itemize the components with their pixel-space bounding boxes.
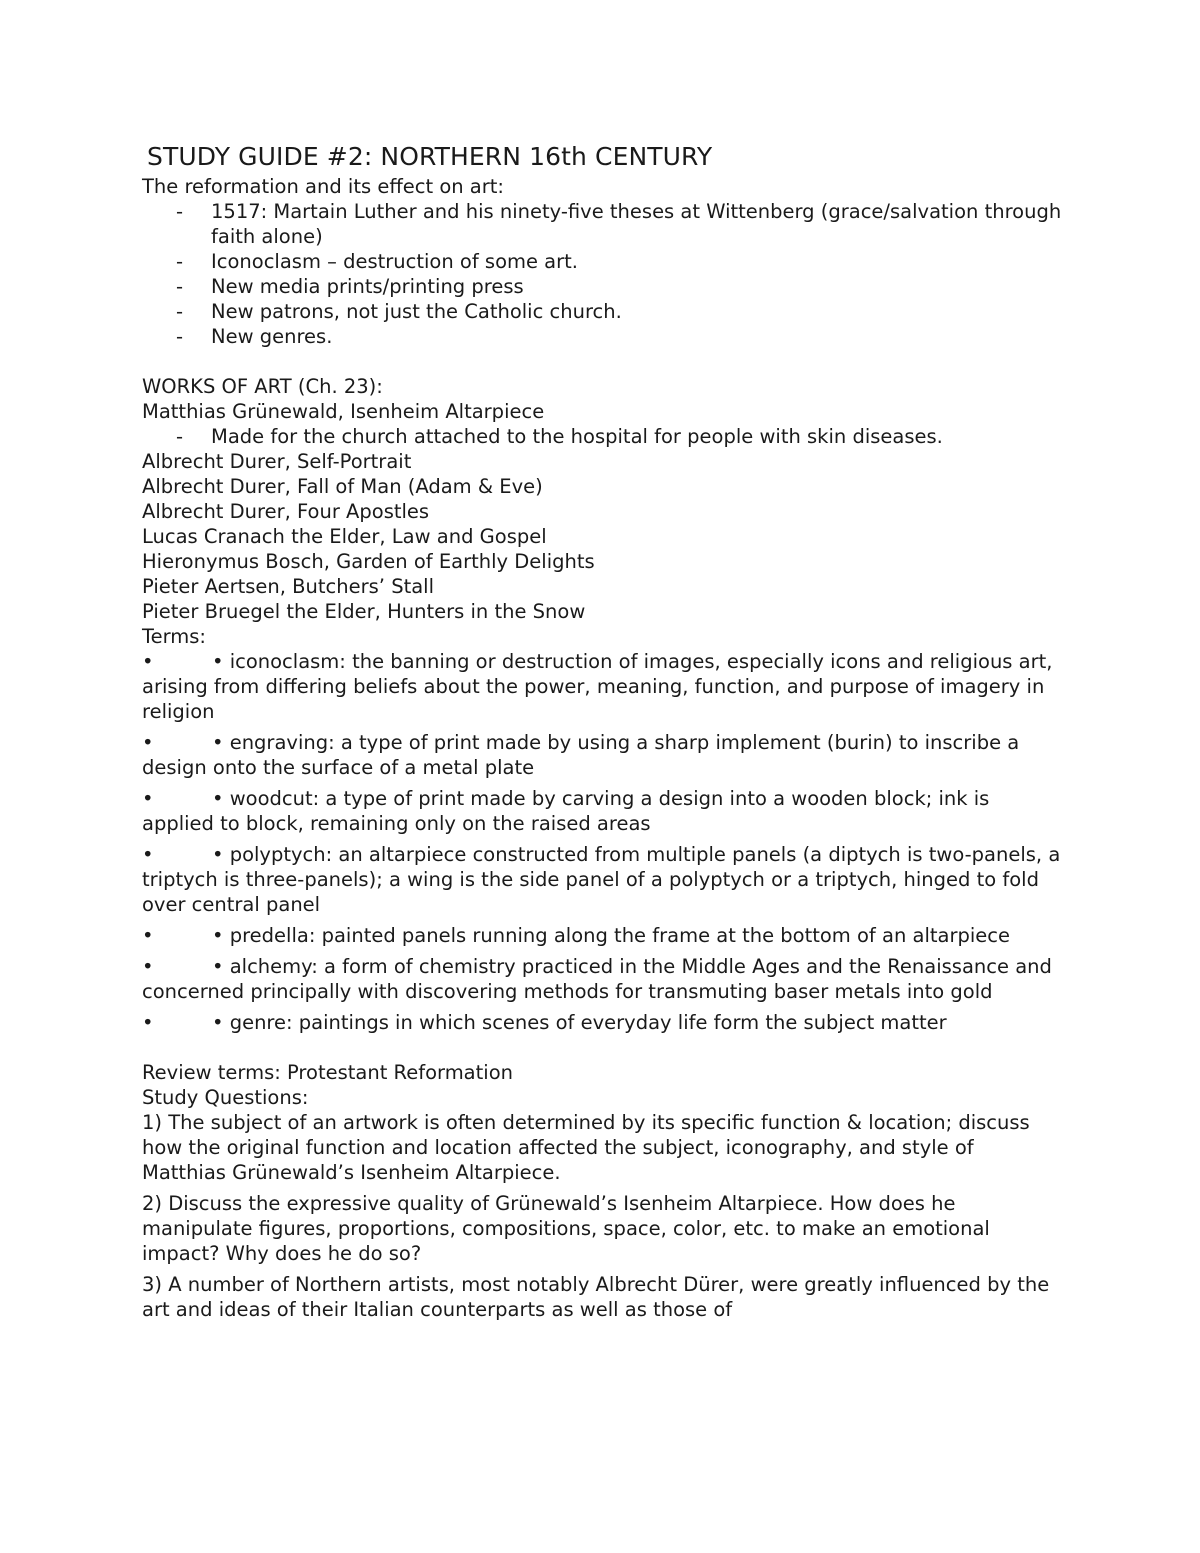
term-text: • iconoclasm: the banning or destruction of images, especially icons and religious art, arising from differing beliefs about the power, meaning, function, and purpose of imagery in religion [142,650,1053,723]
work-entry: Albrecht Durer, Fall of Man (Adam & Eve) [142,475,543,498]
review-terms: Review terms: Protestant Reformation [142,1061,513,1084]
work-entry: Pieter Bruegel the Elder, Hunters in the Snow [142,600,586,623]
bullet-marker: • [142,843,154,866]
term-text: • alchemy: a form of chemistry practiced in the Middle Ages and the Renaissance and concerned principally with discovering methods for transmuting baser metals into gold [142,955,1052,1003]
term-text: • predella: painted panels running along the frame at the bottom of an altarpiece [212,924,1010,947]
reformation-list [142,199,1062,349]
questions-heading: Study Questions: [142,1086,309,1109]
work-entry: Albrecht Durer, Four Apostles [142,500,430,523]
list-item [142,274,1062,299]
list-item [142,424,1062,449]
study-question: 2) Discuss the expressive quality of Grünewald’s Isenheim Altarpiece. How does he manipulate figures, proportions, compositions, space, color, etc. to make an emotional impact? Why does he do so? [142,1192,990,1265]
dash-marker: - [176,250,184,273]
study-question: 3) A number of Northern artists, most notably Albrecht Dürer, were greatly influenced by the art and ideas of their Italian counterparts as well as those of [142,1273,1050,1321]
term-text: • engraving: a type of print made by using a sharp implement (burin) to inscribe a design onto the surface of a metal plate [142,731,1020,779]
work-entry: Pieter Aertsen, Butchers’ Stall [142,575,435,598]
bullet-marker: • [142,1011,154,1034]
bullet-marker: • [142,731,154,754]
work-entry: Matthias Grünewald, Isenheim Altarpiece [142,400,545,423]
work-entry: Albrecht Durer, Self-Portrait [142,450,412,473]
bullet-marker: • [142,787,154,810]
term-text: • genre: paintings in which scenes of everyday life form the subject matter [212,1011,947,1034]
list-item [142,324,1062,349]
term-item [142,1010,1062,1035]
page-title: STUDY GUIDE #2: NORTHERN 16th CENTURY [147,142,713,171]
work-entry: Lucas Cranach the Elder, Law and Gospel [142,525,547,548]
list-item-text: Iconoclasm – destruction of some art. [211,250,578,273]
work-entry: Hieronymus Bosch, Garden of Earthly Delights [142,550,595,573]
term-item [142,730,1062,780]
list-item-text: New media prints/printing press [211,275,524,298]
term-item [142,923,1062,948]
term-item [142,842,1062,917]
bullet-marker: • [142,955,154,978]
spacer [142,1035,1062,1060]
term-text: • woodcut: a type of print made by carving a design into a wooden block; ink is applied to block, remaining only on the raised areas [142,787,990,835]
term-item [142,954,1062,1004]
dash-marker: - [176,200,184,223]
dash-marker: - [176,325,184,348]
works-heading: WORKS OF ART (Ch. 23): [142,375,383,398]
document-page [142,140,1062,1322]
terms-heading: Terms: [142,625,206,648]
term-item [142,649,1062,724]
dash-marker: - [176,425,184,448]
work-notes [142,424,1062,449]
term-item [142,786,1062,836]
term-text: • polyptych: an altarpiece constructed from multiple panels (a diptych is two-panels, a triptych is three-panels); a wing is the side panel of a polyptych or a triptych, hinged to fold over central panel [142,843,1061,916]
dash-marker: - [176,300,184,323]
list-item [142,249,1062,274]
list-item-text: 1517: Martain Luther and his ninety-five theses at Wittenberg (grace/salvation through faith alone) [211,200,1062,248]
bullet-marker: • [142,924,154,947]
bullet-marker: • [142,650,154,673]
list-item-text: New genres. [211,325,333,348]
dash-marker: - [176,275,184,298]
reformation-heading: The reformation and its effect on art: [142,175,504,198]
list-item [142,199,1062,249]
study-question: 1) The subject of an artwork is often determined by its specific function & location; discuss how the original function and location affected the subject, iconography, and style of Matthias Grünewald’s Isenheim Altarpiece. [142,1111,1030,1184]
list-item-text: New patrons, not just the Catholic church. [211,300,622,323]
list-item [142,299,1062,324]
spacer [142,349,1062,374]
list-item-text: Made for the church attached to the hospital for people with skin diseases. [211,425,943,448]
